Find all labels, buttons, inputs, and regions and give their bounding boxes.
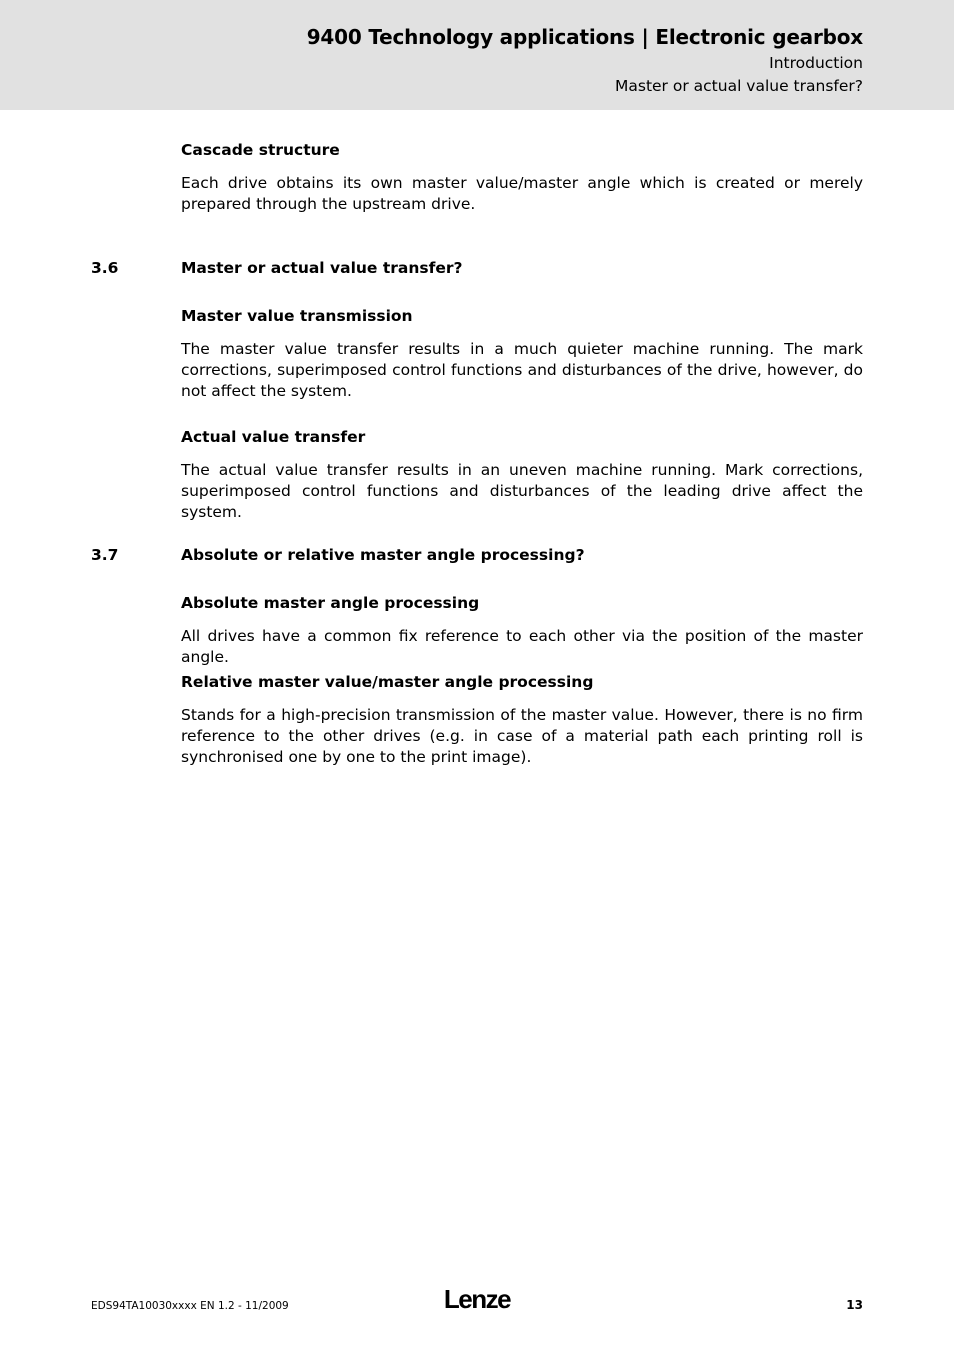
page-header xyxy=(0,0,954,110)
relative-processing-heading: Relative master value/master angle processing xyxy=(181,673,594,691)
document-id: EDS94TA10030xxxx EN 1.2 - 11/2009 xyxy=(91,1300,289,1312)
cascade-paragraph: Each drive obtains its own master value/master angle which is created or merely prepared through the upstream drive. xyxy=(181,174,863,213)
lenze-logo xyxy=(437,1287,517,1313)
actual-value-transfer-heading: Actual value transfer xyxy=(181,428,366,446)
chapter-name: Introduction xyxy=(769,54,863,72)
document-title: 9400 Technology applications | Electronic gearbox xyxy=(306,25,863,49)
relative-processing-paragraph: Stands for a high-precision transmission of the master value. However, there is no firm reference to the other drives (e.g. in case of a material path each printing roll is synchronised one by one to the print image). xyxy=(181,706,863,766)
section-3-6-title: Master or actual value transfer? xyxy=(181,259,463,277)
section-3-6-number: 3.6 xyxy=(91,259,119,277)
section-3-7-title: Absolute or relative master angle processing? xyxy=(181,546,585,564)
master-value-transmission-paragraph: The master value transfer results in a much quieter machine running. The mark corrections, superimposed control functions and disturbances of the drive, however, do not affect the system. xyxy=(181,340,863,400)
page-number: 13 xyxy=(846,1298,863,1312)
cascade-heading: Cascade structure xyxy=(181,141,340,159)
actual-value-transfer-paragraph: The actual value transfer results in an uneven machine running. Mark corrections, superimposed control functions and disturbances of the leading drive affect the system. xyxy=(181,461,863,521)
section-3-7-number: 3.7 xyxy=(91,546,119,564)
absolute-processing-heading: Absolute master angle processing xyxy=(181,594,480,612)
absolute-processing-paragraph: All drives have a common fix reference to each other via the position of the master angle. xyxy=(181,627,863,666)
lenze-logo-text: Lenze xyxy=(443,1287,511,1313)
master-value-transmission-heading: Master value transmission xyxy=(181,307,413,325)
section-name: Master or actual value transfer? xyxy=(615,77,863,95)
